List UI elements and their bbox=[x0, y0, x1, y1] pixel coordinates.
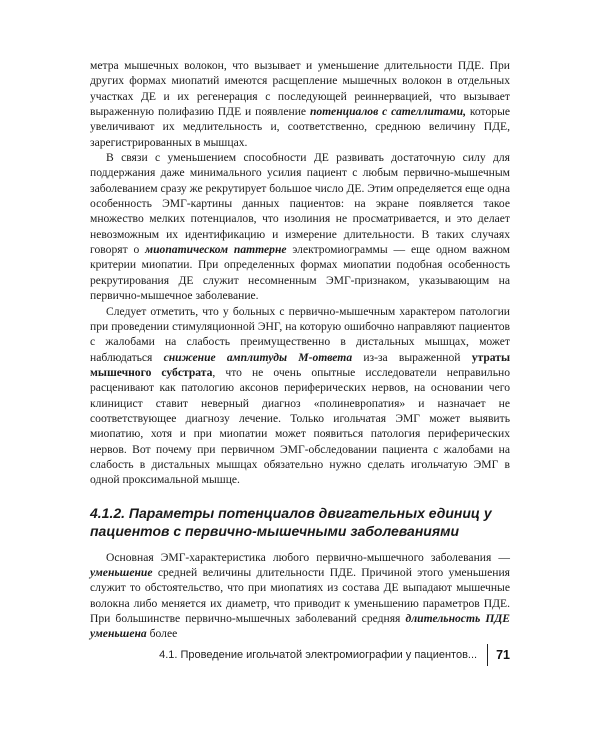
page-footer bbox=[90, 645, 510, 665]
text-block-1 bbox=[90, 58, 510, 488]
emphasis-text: миопатическом паттерне bbox=[145, 243, 287, 257]
footer-divider bbox=[487, 644, 488, 666]
page-number: 71 bbox=[496, 648, 510, 662]
emphasis-text: длительность ПДЕ уменьшена bbox=[90, 612, 511, 641]
running-head: 4.1. Проведение игольчатой электромиографии у пациентов... bbox=[159, 649, 478, 661]
text-run: В связи с уменьшением способности ДЕ развивать достаточную силу для поддержания даже минимального усилия пациент с любым первично-мышечным заболеванием сразу же рекрутирует большое число ДЕ. Этим определяется еще одна особенность ЭМГ-картины данных пациентов: на экране появляется такое множество мелких потенциалов, что изолиния не просматривается, и это делает невозможным их идентификацию и измерение длительности. В таких случаях говорят о bbox=[90, 151, 510, 257]
text-run: из-за выраженной bbox=[352, 350, 472, 364]
text-run: электромиограммы — еще одном важном критерии миопатии. При определенных формах миопатии подобная особенность рекрутирования ДЕ служит несомненным ЭМГ-признаком, указывающим на первично-мышечное заболевание. bbox=[90, 243, 510, 303]
text-run: средней величины длительности ПДЕ. Причиной этого уменьшения служит то обстоятельство, что при миопатиях из состава ДЕ выпадают мышечные волокна либо меняется их диаметр, что приводит к уменьшению параметров ПДЕ. При большинстве первично-мышечных заболеваний средняя bbox=[90, 565, 510, 625]
section-heading: 4.1.2. Параметры потенциалов двигательных единиц у пациентов с первично-мышечными заболеваниями bbox=[90, 504, 492, 539]
page-body bbox=[90, 58, 510, 642]
text-run: которые увеличивают их медлительность и, соответственно, среднюю величину ПДЕ, зарегистрированных в мышцах. bbox=[90, 105, 510, 149]
text-run: Следует отметить, что у больных с первично-мышечным характером патологии при проведении стимуляционной ЭНГ, на которую ошибочно направляют пациентов с жалобами на слабость преимущественно в дистальных мышцах, может наблюдаться bbox=[90, 304, 510, 364]
paragraph bbox=[90, 550, 510, 642]
text-block-2 bbox=[90, 550, 510, 642]
emphasis-text: потенциалов с сателлитами, bbox=[309, 105, 466, 119]
emphasis-text: утраты мышечного субстрата bbox=[90, 350, 511, 379]
paragraph bbox=[90, 58, 510, 150]
text-run: метра мышечных волокон, что вызывает и уменьшение длительности ПДЕ. При других формах миопатий имеются расщепление мышечных волокон в отдельных участках ДЕ и их регенерация с последующей реиннервацией, что вызывает выраженную полифазию ПДЕ и появление bbox=[90, 59, 510, 119]
text-run: более bbox=[146, 627, 178, 641]
text-run: , что не очень опытные исследователи неправильно расценивают как патологию аксонов периферических нервов, на основании чего клиницист ставит неверный диагноз «полиневропатия» и назначает не соответствующее диагнозу лечение. Только игольчатая ЭМГ может выявить миопатию, хотя и при миопатии может появиться патология периферических нервов. Вот почему при первичном ЭМГ-обследовании пациента с жалобами на слабость в дистальных мышцах обязательно нужно сделать игольчатую ЭМГ в одной проксимальной мышце. bbox=[90, 365, 510, 487]
paragraph bbox=[90, 150, 510, 303]
emphasis-text: уменьшение bbox=[90, 565, 153, 579]
paragraph bbox=[90, 304, 510, 488]
text-run: Основная ЭМГ-характеристика любого первично-мышечного заболевания — bbox=[106, 550, 510, 564]
emphasis-text: снижение амплитуды М-ответа bbox=[163, 350, 353, 364]
